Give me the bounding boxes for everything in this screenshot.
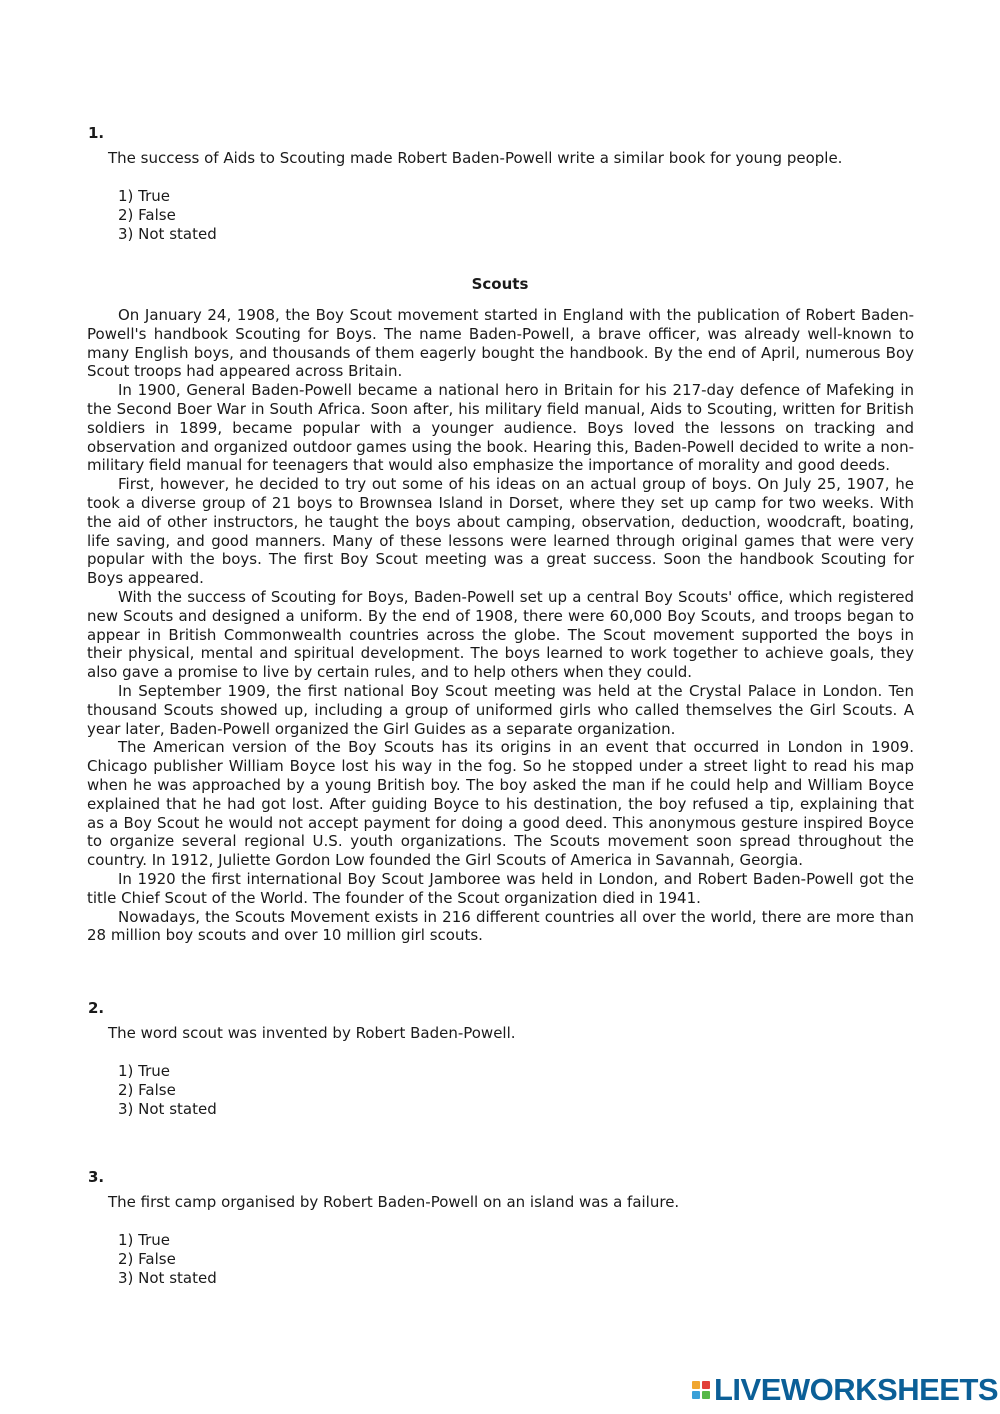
question-2-statement: The word scout was invented by Robert Baden-Powell. [108,1024,516,1042]
question-1-number: 1. [88,124,105,142]
article-body [87,306,914,945]
question-2-option-true[interactable]: 1) True [118,1062,171,1080]
liveworksheets-logo-text: LIVEWORKSHEETS [714,1372,999,1407]
question-2-number: 2. [88,999,105,1017]
question-3-options [118,1231,217,1288]
question-1-option-true[interactable]: 1) True [118,187,171,205]
article-title: Scouts [471,275,529,293]
question-3-option-false[interactable]: 2) False [118,1250,176,1268]
article-paragraph: First, however, he decided to try out some of his ideas on an actual group of boys. On July 25, 1907, he took a diverse group of 21 boys to Brownsea Island in Dorset, where they set up camp for two weeks. With the aid of other instructors, he taught the boys about camping, observation, deduction, woodcraft, boating, life saving, and good manners. Many of these lessons were learned through original games that were very popular with the boys. The first Boy Scout meeting was a great success. Soon the handbook Scouting for Boys appeared. [87,475,914,588]
question-3-option-true[interactable]: 1) True [118,1231,171,1249]
liveworksheets-logo-icon [692,1381,710,1399]
article-paragraph: With the success of Scouting for Boys, Baden-Powell set up a central Boy Scouts' office, which registered new Scouts and designed a uniform. By the end of 1908, there were 60,000 Boy Scouts, and troops began to appear in British Commonwealth countries across the globe. The Scout movement supported the boys in their physical, mental and spiritual development. The boys learned to work together to achieve goals, they also gave a promise to live by certain rules, and to help others when they could. [87,587,914,682]
question-2-option-false[interactable]: 2) False [118,1081,176,1099]
question-3-option-not-stated[interactable]: 3) Not stated [118,1269,217,1287]
question-1-options [118,187,217,244]
article-paragraph: In 1920 the first international Boy Scout Jamboree was held in London, and Robert Baden-Powell got the title Chief Scout of the World. The founder of the Scout organization died in 1941. [87,869,914,907]
article-paragraph: The American version of the Boy Scouts has its origins in an event that occurred in London in 1909. Chicago publisher William Boyce lost his way in the fog. So he stopped under a street light to read his map when he was approached by a young British boy. The boy asked the man if he could help and William Boyce explained that he had got lost. After guiding Boyce to his destination, the boy refused a tip, explaining that as a Boy Scout he would not accept payment for doing a good deed. This anonymous gesture inspired Boyce to organize several regional U.S. youth organizations. The Scouts movement soon spread throughout the country. In 1912, Juliette Gordon Low founded the Girl Scouts of America in Savannah, Georgia. [87,738,914,870]
question-1-option-not-stated[interactable]: 3) Not stated [118,225,217,243]
liveworksheets-logo[interactable] [692,1374,998,1406]
question-2-option-not-stated[interactable]: 3) Not stated [118,1100,217,1118]
question-3-statement: The first camp organised by Robert Baden-Powell on an island was a failure. [108,1193,680,1211]
article-paragraph: In September 1909, the first national Boy Scout meeting was held at the Crystal Palace in London. Ten thousand Scouts showed up, including a group of uniformed girls who called themselves the Girl Scouts. A year later, Baden-Powell organized the Girl Guides as a separate organization. [87,681,914,738]
article-paragraph: In 1900, General Baden-Powell became a national hero in Britain for his 217-day defence of Mafeking in the Second Boer War in South Africa. Soon after, his military field manual, Aids to Scouting, written for British soldiers in 1899, became popular with a younger audience. Boys loved the lessons on tracking and observation and organized outdoor games using the book. Hearing this, Baden-Powell decided to write a non-military field manual for teenagers that would also emphasize the importance of morality and good deeds. [87,381,914,475]
question-1-option-false[interactable]: 2) False [118,206,176,224]
question-2-options [118,1062,217,1119]
question-3-number: 3. [88,1168,105,1186]
article-paragraph: On January 24, 1908, the Boy Scout movement started in England with the publication of Robert Baden-Powell's handbook Scouting for Boys. The name Baden-Powell, a brave officer, was already well-known to many English boys, and thousands of them eagerly bought the handbook. By the end of April, numerous Boy Scout troops had appeared across Britain. [87,306,914,381]
question-1-statement: The success of Aids to Scouting made Robert Baden-Powell write a similar book for young people. [108,149,843,167]
article-paragraph: Nowadays, the Scouts Movement exists in 216 different countries all over the world, there are more than 28 million boy scouts and over 10 million girl scouts. [87,907,914,945]
